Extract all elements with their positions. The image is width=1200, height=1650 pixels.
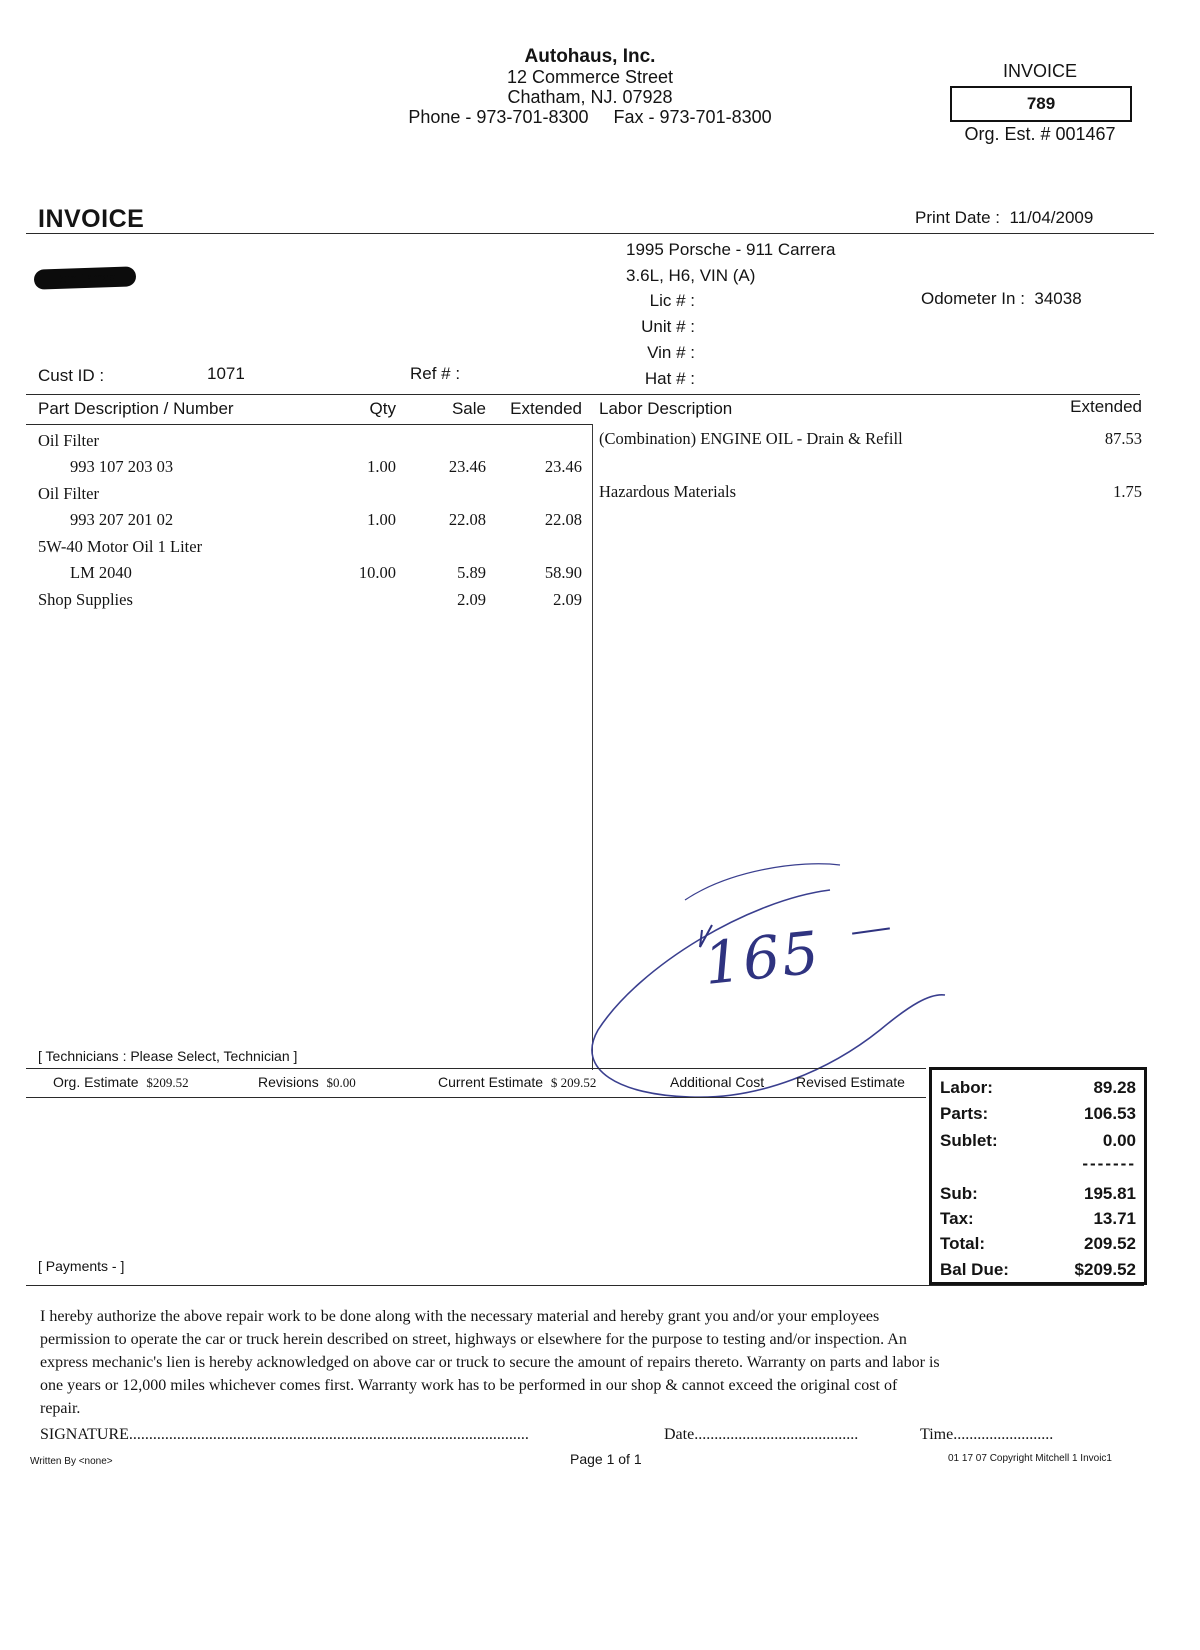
part-name: Oil Filter: [38, 431, 99, 450]
parts-col-description: Part Description / Number: [38, 399, 234, 418]
authorization-line: repair.: [40, 1400, 81, 1417]
tax-label: Tax:: [940, 1209, 974, 1228]
unit-label: Unit # :: [641, 317, 695, 336]
org-estimate: [53, 1074, 189, 1091]
labor-col-extended: Extended: [1070, 397, 1142, 416]
estimate-bottom-divider: [26, 1097, 926, 1098]
print-date: [915, 208, 1093, 228]
time-line: Time.........................: [920, 1426, 1054, 1443]
print-date-value: 11/04/2009: [1009, 208, 1094, 227]
technicians: [ Technicians : Please Select, Technician ]: [38, 1048, 298, 1064]
odometer: [921, 289, 1082, 309]
current-estimate-value: $ 209.52: [550, 1075, 597, 1090]
labor-description: (Combination) ENGINE OIL - Drain & Refill: [599, 429, 903, 448]
part-qty: 10.00: [358, 563, 396, 582]
labor-col-description: Labor Description: [599, 399, 733, 418]
parts-col-qty: Qty: [369, 399, 396, 418]
revisions: [258, 1074, 356, 1091]
vehicle-line1: 1995 Porsche - 911 Carrera: [626, 240, 836, 259]
bal-due-label: Bal Due:: [940, 1260, 1009, 1279]
page-title: INVOICE: [38, 205, 145, 233]
title-divider: [26, 233, 1154, 234]
invoice-number: 789: [950, 86, 1132, 122]
company-contact: [360, 107, 820, 127]
part-qty: 1.00: [367, 457, 396, 476]
parts-col-sale: Sale: [451, 399, 486, 418]
part-number: 993 207 201 02: [70, 510, 174, 529]
additional-cost-label: Additional Cost: [670, 1074, 765, 1090]
company-city: Chatham, NJ. 07928: [507, 87, 673, 107]
company-street: 12 Commerce Street: [506, 67, 674, 87]
current-estimate-label: Current Estimate: [438, 1074, 544, 1090]
labor-description: Hazardous Materials: [599, 482, 736, 501]
part-name: 5W-40 Motor Oil 1 Liter: [38, 537, 203, 556]
cust-id-value: 1071: [207, 364, 245, 383]
tax-value: 13.71: [1093, 1209, 1136, 1228]
revised-estimate-label: Revised Estimate: [796, 1074, 905, 1090]
revisions-value: $0.00: [326, 1075, 356, 1090]
bal-due-value: $209.52: [1074, 1260, 1136, 1279]
page-number: Page 1 of 1: [570, 1451, 642, 1467]
sublet-label: Sublet:: [940, 1131, 998, 1150]
vehicle-line2: 3.6L, H6, VIN (A): [626, 266, 756, 285]
part-name: Shop Supplies: [38, 590, 133, 609]
parts-total-value: 106.53: [1084, 1104, 1136, 1123]
part-sale: 2.09: [457, 590, 486, 609]
org-est-number: Org. Est. # 001467: [964, 124, 1116, 144]
part-extended: 23.46: [544, 457, 582, 476]
written-by: Written By <none>: [30, 1456, 113, 1467]
totals-dashes: -------: [1082, 1154, 1136, 1173]
org-estimate-label: Org. Estimate: [53, 1074, 139, 1090]
company-header: [360, 47, 820, 127]
current-estimate: [438, 1074, 596, 1091]
table-top-divider: [26, 394, 1140, 395]
company-phone: Phone - 973-701-8300: [408, 107, 589, 127]
hat-label: Hat # :: [644, 369, 695, 388]
ref-label: Ref # :: [410, 364, 461, 383]
payments: [ Payments - ]: [38, 1258, 125, 1274]
odometer-label: Odometer In :: [921, 289, 1025, 308]
labor-total-label: Labor:: [940, 1078, 993, 1097]
signature-line: SIGNATURE....................................................................................................: [40, 1426, 529, 1443]
total-value: 209.52: [1084, 1234, 1136, 1253]
estimate-top-divider: [26, 1068, 926, 1069]
company-fax: Fax - 973-701-8300: [613, 107, 772, 127]
lic-label: Lic # :: [649, 291, 695, 310]
totals-box: [929, 1067, 1147, 1285]
authorization-line: permission to operate the car or truck herein described on street, highways or elsewhere for the purpose to testing and/or inspection. An: [40, 1331, 907, 1348]
customer-name-redacted: Don James: [34, 266, 137, 290]
cust-id-label: Cust ID :: [38, 366, 105, 385]
print-date-label: Print Date :: [915, 208, 1001, 227]
part-extended: 22.08: [544, 510, 582, 529]
part-name: Oil Filter: [38, 484, 99, 503]
copyright: 01 17 07 Copyright Mitchell 1 Invoic1: [948, 1453, 1112, 1464]
part-sale: 22.08: [448, 510, 486, 529]
labor-extended: 1.75: [1113, 482, 1142, 501]
payments-divider: [26, 1285, 1144, 1286]
sub-value: 195.81: [1084, 1184, 1136, 1203]
org-estimate-value: $209.52: [146, 1075, 189, 1090]
revisions-label: Revisions: [258, 1074, 319, 1090]
part-extended: 2.09: [553, 590, 582, 609]
labor-extended: 87.53: [1104, 429, 1142, 448]
part-sale: 23.46: [448, 457, 486, 476]
vin-label: Vin # :: [647, 343, 695, 362]
authorization-line: I hereby authorize the above repair work to be done along with the necessary material and hereby grant you and/or your employees: [40, 1308, 880, 1325]
part-extended: 58.90: [544, 563, 582, 582]
part-number: 993 107 203 03: [70, 457, 174, 476]
odometer-value: 34038: [1034, 289, 1082, 308]
parts-header-divider: [26, 424, 592, 425]
handwritten-amount: 165: [700, 918, 824, 998]
invoice-box-label: INVOICE: [1002, 61, 1077, 81]
date-line: Date.........................................: [664, 1426, 859, 1443]
sub-label: Sub:: [940, 1184, 978, 1203]
sublet-value: 0.00: [1102, 1131, 1136, 1150]
authorization-line: one years or 12,000 miles whichever comes first. Warranty work has to be performed in our shop & cannot exceed the original cost of: [40, 1377, 898, 1394]
authorization-line: express mechanic's lien is hereby acknowledged on above car or truck to secure the amount of repairs thereto. Warranty on parts and labor is: [40, 1354, 940, 1371]
labor-total-value: 89.28: [1093, 1078, 1136, 1097]
part-qty: 1.00: [367, 510, 396, 529]
company-name: Autohaus, Inc.: [524, 46, 656, 67]
total-label: Total:: [940, 1234, 986, 1253]
part-number: LM 2040: [70, 563, 132, 582]
parts-col-extended: Extended: [510, 399, 582, 418]
parts-total-label: Parts:: [940, 1104, 989, 1123]
authorization-text: [40, 1305, 1148, 1420]
part-sale: 5.89: [457, 563, 486, 582]
